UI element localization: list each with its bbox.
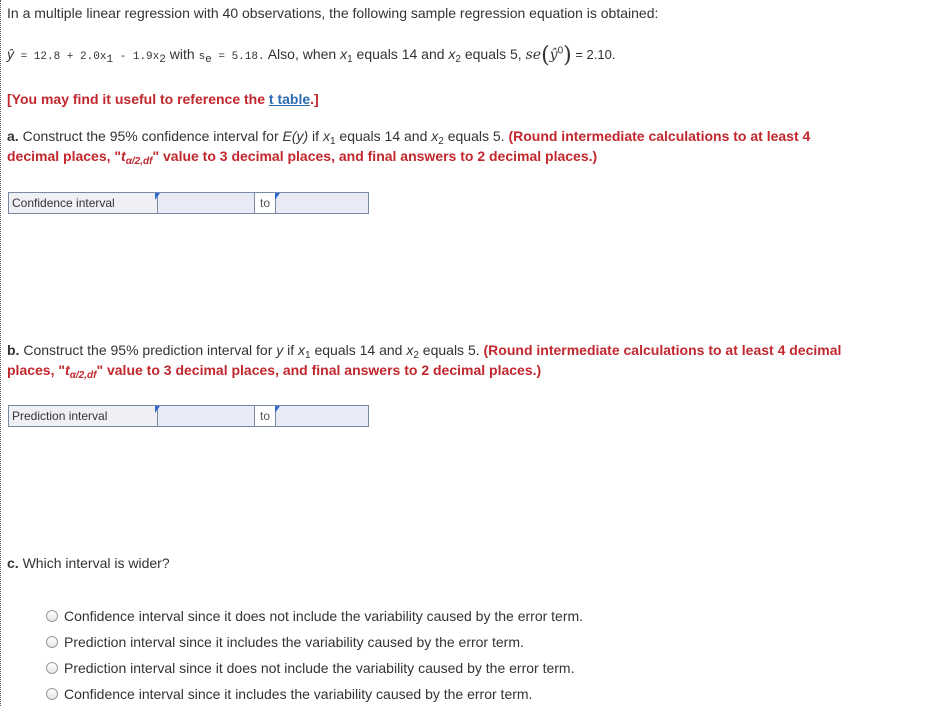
confidence-to-label: to [255,192,275,214]
left-dotted-border [0,0,1,706]
t-table-link[interactable]: t table [268,91,311,107]
prediction-lower-input[interactable] [158,405,255,427]
confidence-interval-row [8,192,369,214]
part-c-question: c. Which interval is wider? [7,555,170,571]
regression-equation: ŷ = $12.8 + 2.0x_1 - 1.9x_2$ with $s_e = 5.18$. Also, when $x_1$ equals 14 and $x_2$ equals 5, $se(ŷ^0) = 2.10$. [7,43,616,68]
option-4[interactable]: Confidence interval since it includes the variability caused by the error term. [46,683,532,705]
confidence-interval-label: Confidence interval [8,192,158,214]
part-b-line2: places, "$t_{\alpha/2,df}$" value to 3 decimal places, and final answers to 2 decimal places.) [7,362,542,381]
part-a-line2: decimal places, "$t_{\alpha/2,df}$" value to 3 decimal places, and final answers to 2 decimal places.) [7,148,598,167]
radio-button[interactable] [46,636,58,648]
confidence-lower-input[interactable] [158,192,255,214]
prediction-interval-row [8,405,369,427]
radio-button[interactable] [46,688,58,700]
prediction-interval-label: Prediction interval [8,405,158,427]
option-3[interactable]: Prediction interval since it does not include the variability caused by the error term. [46,657,574,679]
prediction-to-label: to [255,405,275,427]
part-b-line1: b. Construct the 95% prediction interval for y if $x_1$ equals 14 and $x_2$ equals 5. (Round intermediate calculations to at least 4 decimal [7,342,842,361]
prediction-upper-input[interactable] [275,405,369,427]
part-a-line1: a. Construct the 95% confidence interval for E(y) if $x_1$ equals 14 and $x_2$ equals 5. (Round intermediate calculations to at least 4 [7,128,811,147]
question-intro: In a multiple linear regression with 40 observations, the following sample regression equation is obtained: [7,5,659,21]
option-1[interactable]: Confidence interval since it does not include the variability caused by the error term. [46,605,583,627]
option-2[interactable]: Prediction interval since it includes the variability caused by the error term. [46,631,524,653]
confidence-upper-input[interactable] [275,192,369,214]
radio-button[interactable] [46,610,58,622]
reference-note: [You may find it useful to reference the t table.] [7,91,319,107]
radio-button[interactable] [46,662,58,674]
